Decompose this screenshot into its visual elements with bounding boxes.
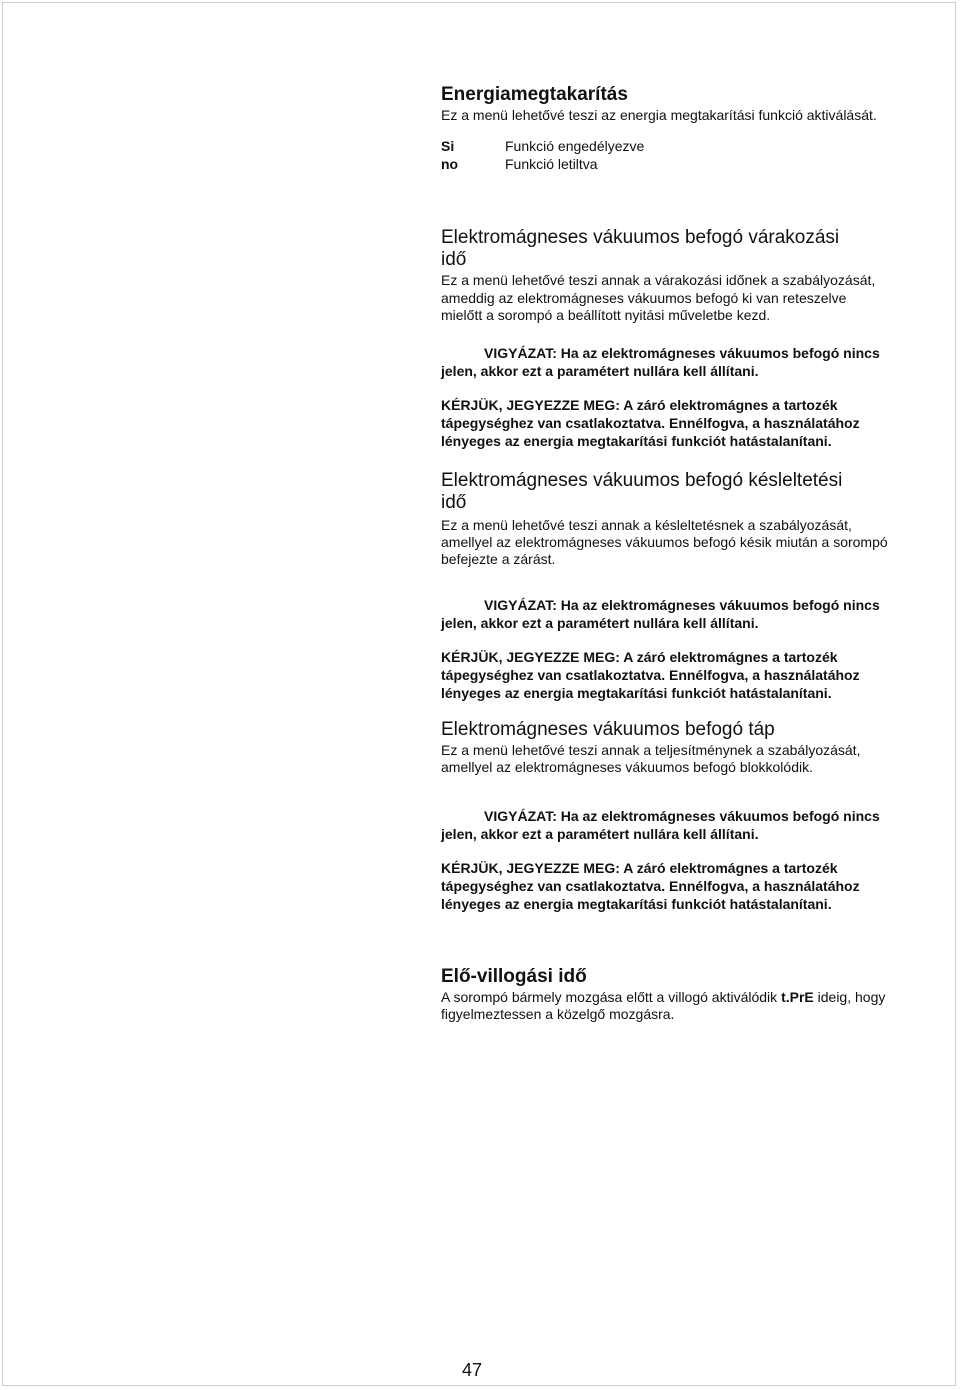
section-title-delay — [441, 470, 946, 514]
title-line: idő — [441, 249, 467, 271]
note-line: lényeges az energia megtakarítási funkciót hatástalanítani. — [441, 895, 832, 912]
warn-line: jelen, akkor ezt a paramétert nullára kell állítani. — [441, 362, 759, 379]
desc-line: ameddig az elektromágneses vákuumos befogó ki van reteszelve — [441, 289, 847, 306]
note-line: KÉRJÜK, JEGYEZZE MEG: A záró elektromágnes a tartozék — [441, 396, 838, 413]
desc-line: mielőtt a sorompó a beállított nyitási műveletbe kezd. — [441, 307, 771, 324]
section-desc-energy: Ez a menü lehetővé teszi az energia megtakarítási funkció aktiválását. — [441, 107, 877, 123]
note-line: KÉRJÜK, JEGYEZZE MEG: A záró elektromágnes a tartozék — [441, 648, 838, 665]
title-line: idő — [441, 491, 467, 513]
note-text — [441, 859, 946, 913]
note-text — [441, 648, 946, 702]
warn-line: VIGYÁZAT: Ha az elektromágneses vákuumos befogó nincs — [484, 344, 880, 361]
option-key: Si — [441, 138, 455, 155]
title-line: Elektromágneses vákuumos befogó késleltetési — [441, 469, 843, 491]
section-desc-delay — [441, 517, 946, 569]
page-number: 47 — [462, 1360, 483, 1380]
option-row — [441, 137, 946, 155]
option-row — [441, 155, 946, 173]
note-line: tápegységhez van csatlakoztatva. Ennélfogva, a használatához — [441, 877, 860, 894]
section-desc-preflash — [441, 989, 946, 1024]
desc-line: amellyel az elektromágneses vákuumos befogó késik miután a sorompó — [441, 534, 888, 551]
section-title-wait — [441, 227, 946, 271]
section-title-energy: Energiamegtakarítás — [441, 84, 628, 105]
option-key: no — [441, 156, 459, 173]
param-code: t.PrE — [781, 988, 814, 1005]
note-line: tápegységhez van csatlakoztatva. Ennélfogva, a használatához — [441, 414, 860, 431]
section-desc-wait — [441, 272, 946, 324]
title-line: Elektromágneses vákuumos befogó várakozási — [441, 227, 840, 249]
desc-line: befejezte a zárást. — [441, 551, 556, 568]
desc-line: Ez a menü lehetővé teszi annak a késleltetésnek a szabályozását, — [441, 516, 852, 533]
options-list — [441, 137, 946, 173]
note-line: lényeges az energia megtakarítási funkciót hatástalanítani. — [441, 432, 832, 449]
warn-line: jelen, akkor ezt a paramétert nullára kell állítani. — [441, 614, 759, 631]
desc-line: figyelmeztessen a közelgő mozgásra. — [441, 1006, 675, 1023]
section-title-power: Elektromágneses vákuumos befogó táp — [441, 718, 775, 740]
warn-line: VIGYÁZAT: Ha az elektromágneses vákuumos befogó nincs — [484, 596, 880, 613]
note-line: lényeges az energia megtakarítási funkciót hatástalanítani. — [441, 684, 832, 701]
section-desc-power — [441, 742, 946, 777]
section-title-preflash: Elő-villogási idő — [441, 965, 587, 987]
warning-text — [441, 807, 946, 843]
warn-line: jelen, akkor ezt a paramétert nullára kell állítani. — [441, 825, 759, 842]
note-text — [441, 396, 946, 450]
desc-text: ideig, hogy — [813, 988, 886, 1005]
document-body — [441, 84, 946, 1023]
desc-line: Ez a menü lehetővé teszi annak a várakozási időnek a szabályozását, — [441, 272, 876, 289]
warn-line: VIGYÁZAT: Ha az elektromágneses vákuumos befogó nincs — [484, 807, 880, 824]
option-value: Funkció engedélyezve — [505, 138, 645, 155]
warning-text — [441, 344, 946, 380]
desc-text: A sorompó bármely mozgása előtt a villogó aktiválódik — [441, 988, 782, 1005]
desc-line: amellyel az elektromágneses vákuumos befogó blokkolódik. — [441, 759, 813, 776]
desc-line: Ez a menü lehetővé teszi annak a teljesítménynek a szabályozását, — [441, 741, 861, 758]
note-line: tápegységhez van csatlakoztatva. Ennélfogva, a használatához — [441, 666, 860, 683]
note-line: KÉRJÜK, JEGYEZZE MEG: A záró elektromágnes a tartozék — [441, 859, 838, 876]
warning-text — [441, 596, 946, 632]
option-value: Funkció letiltva — [505, 156, 598, 173]
